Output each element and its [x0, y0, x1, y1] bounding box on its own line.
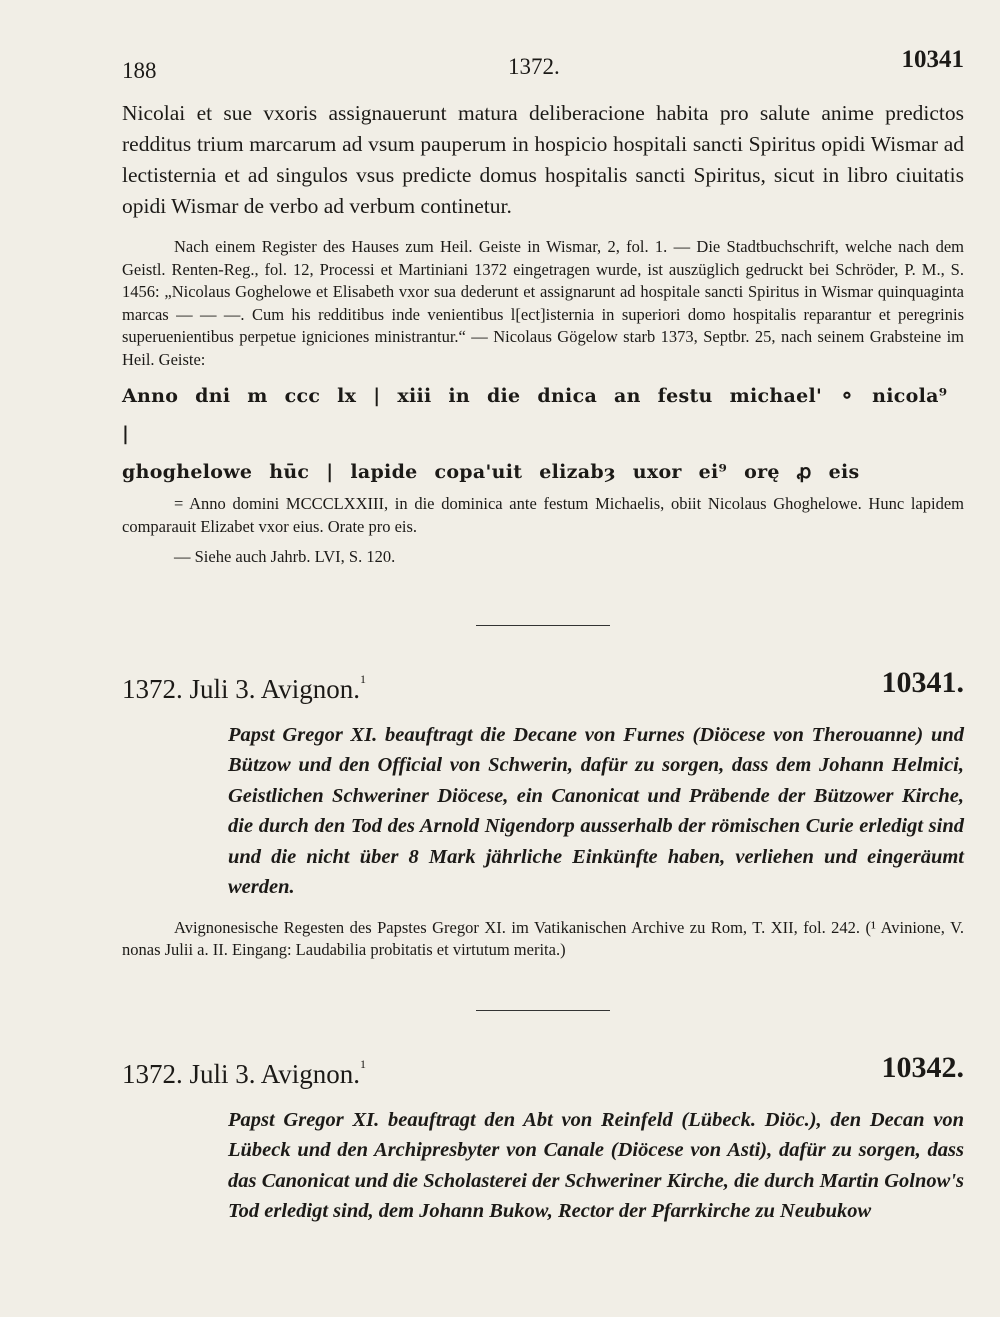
document-source-text: Avignonesische Regesten des Papstes Gregor XI. im Vatikanischen Archive zu Rom, T. XII, fol. 242. (¹ Avinione, V. nonas Julii a. II. Eingang: Laudabilia probitatis et virtutum merita.): [122, 917, 964, 959]
section-divider: [476, 1010, 610, 1011]
document-source: [122, 917, 964, 962]
document-regest: Papst Gregor XI. beauftragt den Abt von Reinfeld (Lübeck. Diöc.), den Decan von Lübeck und den Archipresbyter von Canale (Diöcese von Asti), dafür zu sorgen, dass das Canonicat und die Scholasterei der Schweriner Kirche, die durch Martin Golnow's Tod erledigt sind, dem Johann Bukow, Rector der Pfarrkirche zu Neubukow: [228, 1108, 964, 1222]
footnote-mark: 1: [360, 1056, 367, 1071]
continuation-text: Nicolai et sue vxoris assignauerunt matura deliberacione habita pro salute anime predictos redditus trium marcarum ad vsum pauperum in hospicio hospitali sancti Spiritus opidi Wismar ad lectisternia et ad singulos vsus predicte domus hospitalis sancti Spiritus, sicut in libro ciuitatis opidi Wismar de verbo ad verbum continetur.: [122, 101, 964, 218]
document-date: 1372. Juli 3. Avignon.$^1$: [122, 1056, 367, 1089]
inscription-line-1: Anno dni m ccc lx | xiii in die dnica an festu michael' ⚬ nicola⁹ |: [122, 385, 948, 445]
document-date: 1372. Juli 3. Avignon.$^1$: [122, 671, 367, 704]
note-reference: [122, 546, 964, 569]
document-heading: [122, 666, 964, 714]
running-head: [122, 40, 964, 84]
footnote-mark: 1: [360, 671, 367, 686]
running-year: 1372.: [508, 54, 560, 79]
document-page: [122, 40, 964, 1227]
note-translation: [122, 493, 964, 538]
note-translation-text: = Anno domini MCCCLXXIII, in die dominica ante festum Michaelis, obiit Nicolaus Ghoghelowe. Hunc lapidem comparauit Elizabet vxor eius. Orate pro eis.: [122, 494, 964, 536]
section-divider: [476, 625, 610, 626]
page-number: 188: [122, 58, 157, 83]
note-reference-text: — Siehe auch Jahrb. LVI, S. 120.: [174, 547, 396, 566]
note-register-text: Nach einem Register des Hauses zum Heil. Geiste in Wismar, 2, fol. 1. — Die Stadtbuchschrift, welche nach dem Geistl. Renten-Reg., fol. 12, Processi et Martiniani 1372 eingetragen wurde, ist auszüglich gedruckt bei Schröder, P. M., S. 1456: „Nicolaus Goghelowe et Elisabeth vxor sua dederunt et assignarunt ad hospitale sancti Spiritus in Wismar quinquaginta marcas — — —. Cum his redditibus inde venientibus l[ect]isternia in superiori domo hospitalis reparantur et peregrinis superuenientibus perpetue igniciones ministrantur.“ — Nicolaus Gögelow starb 1373, Septbr. 25, nach seinem Grabsteine im Heil. Geiste:: [122, 237, 964, 369]
document-heading: [122, 1051, 964, 1099]
document-number: 10342.: [881, 1050, 964, 1084]
inscription-line-2: ghoghelowe hūc | lapide copa'uit elizabȝ uxor ei⁹ orę ꝓ eis: [122, 461, 860, 483]
document-regest: Papst Gregor XI. beauftragt die Decane von Furnes (Diöcese von Therouanne) und Bützow und den Official von Schwerin, dafür zu sorgen, dass dem Johann Helmici, Geistlichen Schweriner Diöcese, ein Canonicat und Präbende der Bützower Kirche, die durch den Tod des Arnold Nigendorp ausserhalb der römischen Curie erledigt sind und die nicht über 8 Mark jährliche Einkünfte haben, verliehen und eingeräumt werden.: [228, 723, 964, 898]
document-number: 10341.: [881, 665, 964, 699]
note-register: [122, 236, 964, 371]
gravestone-inscription: [122, 377, 964, 491]
running-doc-number: 10341: [901, 46, 964, 73]
